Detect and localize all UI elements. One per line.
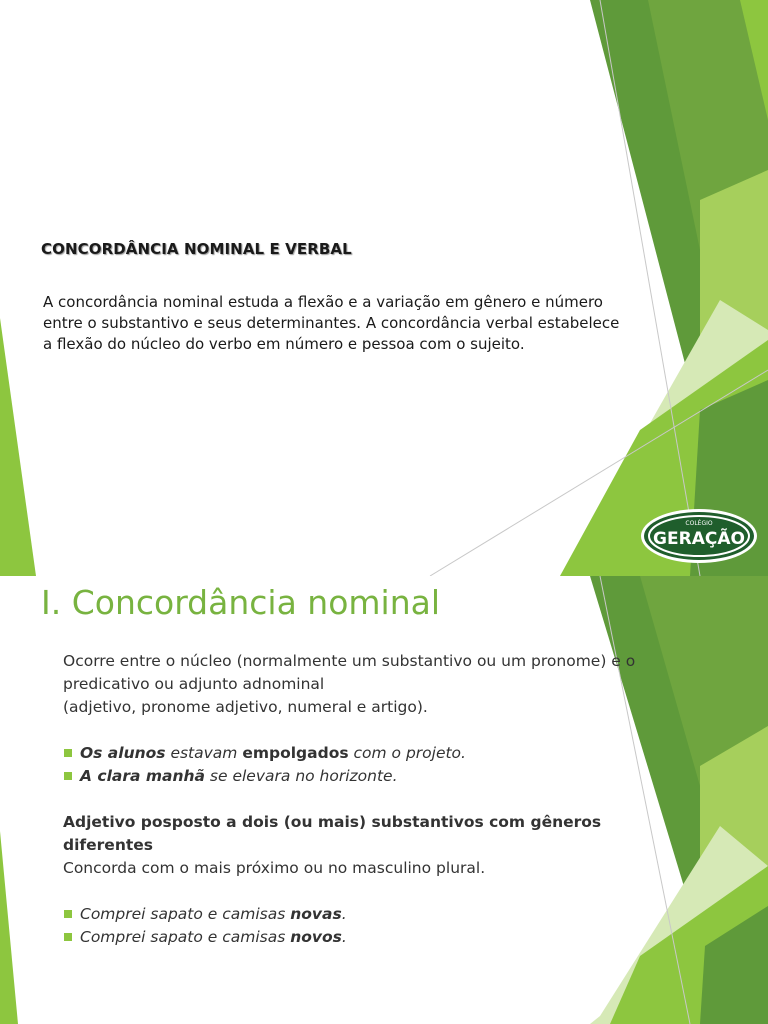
slide-1-body: A concordância nominal estuda a flexão e a variação em gênero e número entre o substantivo e seus determinantes. A concordância verbal estabelece a flexão do núcleo do verbo em número e pessoa com o sujeito.	[43, 293, 620, 353]
bullet-square-icon	[64, 933, 72, 941]
rule-text: Concorda com o mais próximo ou no masculino plural.	[63, 859, 486, 877]
logo-main-text: GERAÇÃO	[653, 529, 745, 549]
left-accent-triangle	[0, 831, 18, 1024]
slide-2-body	[63, 650, 693, 949]
example-item: Os alunos estavam empolgados com o projeto.	[63, 742, 693, 765]
slide-1-title: CONCORDÂNCIA NOMINAL E VERBAL	[41, 240, 352, 258]
bullet-square-icon	[64, 910, 72, 918]
logo-top-text: COLÉGIO	[685, 520, 713, 527]
rule-heading: Adjetivo posposto a dois (ou mais) substantivos com gêneros diferentes	[63, 813, 602, 854]
slide-2	[0, 576, 768, 1024]
intro-text-2: (adjetivo, pronome adjetivo, numeral e artigo).	[63, 698, 428, 716]
intro-text: Ocorre entre o núcleo (normalmente um substantivo ou um pronome) e o predicativo ou adjunto adnominal	[63, 652, 636, 693]
example-item: A clara manhã se elevara no horizonte.	[63, 765, 693, 788]
left-accent-triangle	[0, 318, 36, 576]
bullet-square-icon	[64, 772, 72, 780]
colegio-geracao-logo	[640, 508, 758, 564]
example-item: Comprei sapato e camisas novas.	[63, 903, 693, 926]
slide-2-title: I. Concordância nominal	[41, 583, 441, 622]
bullet-square-icon	[64, 749, 72, 757]
example-item: Comprei sapato e camisas novos.	[63, 926, 693, 949]
